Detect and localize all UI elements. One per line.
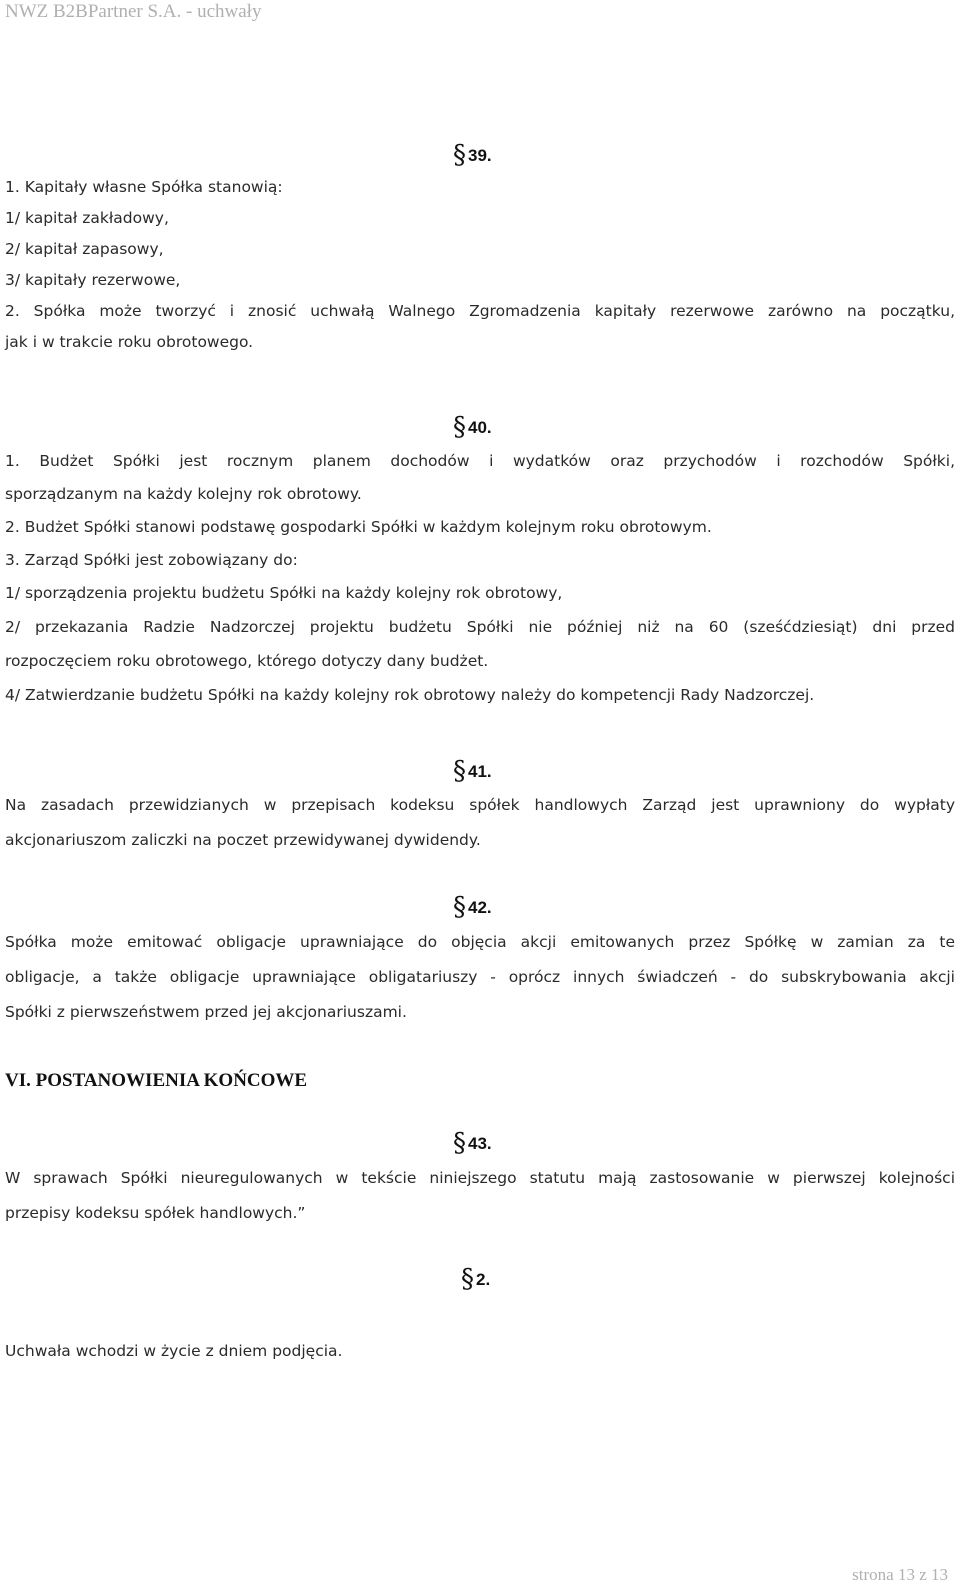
s40-line-1: 1. Budżet Spółki jest rocznym planem dochodów i wydatków oraz przychodów i rozchodów Spółki, bbox=[5, 452, 955, 470]
s41-line-2: akcjonariuszom zaliczki na poczet przewidywanej dywidendy. bbox=[5, 831, 481, 849]
section-41-heading bbox=[453, 756, 492, 787]
section-43-heading bbox=[453, 1128, 492, 1159]
section-symbol: § bbox=[461, 1264, 474, 1294]
section-symbol: § bbox=[453, 756, 466, 786]
section-number: 2. bbox=[476, 1270, 491, 1289]
s42-line-3: Spółki z pierwszeństwem przed jej akcjonariuszami. bbox=[5, 1003, 407, 1021]
s39-line-4: 3/ kapitały rezerwowe, bbox=[5, 271, 181, 289]
s2-line-1: Uchwała wchodzi w życie z dniem podjęcia. bbox=[5, 1342, 343, 1360]
section-symbol: § bbox=[453, 892, 466, 922]
s40-line-6: 2/ przekazania Radzie Nadzorczej projektu budżetu Spółki nie później niż na 60 (sześćdziesiąt) dni przed bbox=[5, 618, 955, 636]
section-39-heading bbox=[453, 140, 492, 171]
s41-line-1: Na zasadach przewidzianych w przepisach kodeksu spółek handlowych Zarząd jest uprawniony do wypłaty bbox=[5, 796, 955, 814]
s39-line-2: 1/ kapitał zakładowy, bbox=[5, 209, 169, 227]
s39-line-6: jak i w trakcie roku obrotowego. bbox=[5, 333, 254, 351]
section-number: 42. bbox=[468, 898, 492, 917]
s39-line-3: 2/ kapitał zapasowy, bbox=[5, 240, 164, 258]
s43-line-1: W sprawach Spółki nieuregulowanych w tekście niniejszego statutu mają zastosowanie w pierwszej kolejności bbox=[5, 1169, 955, 1187]
s42-line-2: obligacje, a także obligacje uprawniające obligatariuszy - oprócz innych świadczeń - do subskrybowania akcji bbox=[5, 968, 955, 986]
s40-line-5: 1/ sporządzenia projektu budżetu Spółki na każdy kolejny rok obrotowy, bbox=[5, 584, 563, 602]
section-number: 43. bbox=[468, 1134, 492, 1153]
s40-line-2: sporządzanym na każdy kolejny rok obrotowy. bbox=[5, 485, 362, 503]
s42-line-1: Spółka może emitować obligacje uprawniające do objęcia akcji emitowanych przez Spółkę w zamian za te bbox=[5, 933, 955, 951]
document-header: NWZ B2BPartner S.A. - uchwały bbox=[5, 1, 262, 22]
section-number: 39. bbox=[468, 146, 492, 165]
s39-line-5: 2. Spółka może tworzyć i znosić uchwałą Walnego Zgromadzenia kapitały rezerwowe zarówno na początku, bbox=[5, 302, 955, 320]
section-42-heading bbox=[453, 892, 492, 923]
s43-line-2: przepisy kodeksu spółek handlowych.” bbox=[5, 1204, 306, 1222]
chapter-heading: VI. POSTANOWIENIA KOŃCOWE bbox=[5, 1070, 308, 1091]
s40-line-8: 4/ Zatwierdzanie budżetu Spółki na każdy kolejny rok obrotowy należy do kompetencji Rady Nadzorczej. bbox=[5, 686, 815, 704]
section-number: 41. bbox=[468, 762, 492, 781]
s39-line-1: 1. Kapitały własne Spółka stanowią: bbox=[5, 178, 283, 196]
section-number: 40. bbox=[468, 418, 492, 437]
section-40-heading bbox=[453, 412, 492, 443]
page-number: strona 13 z 13 bbox=[852, 1565, 948, 1584]
section-symbol: § bbox=[453, 140, 466, 170]
s40-line-3: 2. Budżet Spółki stanowi podstawę gospodarki Spółki w każdym kolejnym roku obrotowym. bbox=[5, 518, 712, 536]
s40-line-4: 3. Zarząd Spółki jest zobowiązany do: bbox=[5, 551, 298, 569]
s40-line-7: rozpoczęciem roku obrotowego, którego dotyczy dany budżet. bbox=[5, 652, 489, 670]
section-symbol: § bbox=[453, 412, 466, 442]
section-symbol: § bbox=[453, 1128, 466, 1158]
section-2-heading bbox=[461, 1264, 490, 1295]
